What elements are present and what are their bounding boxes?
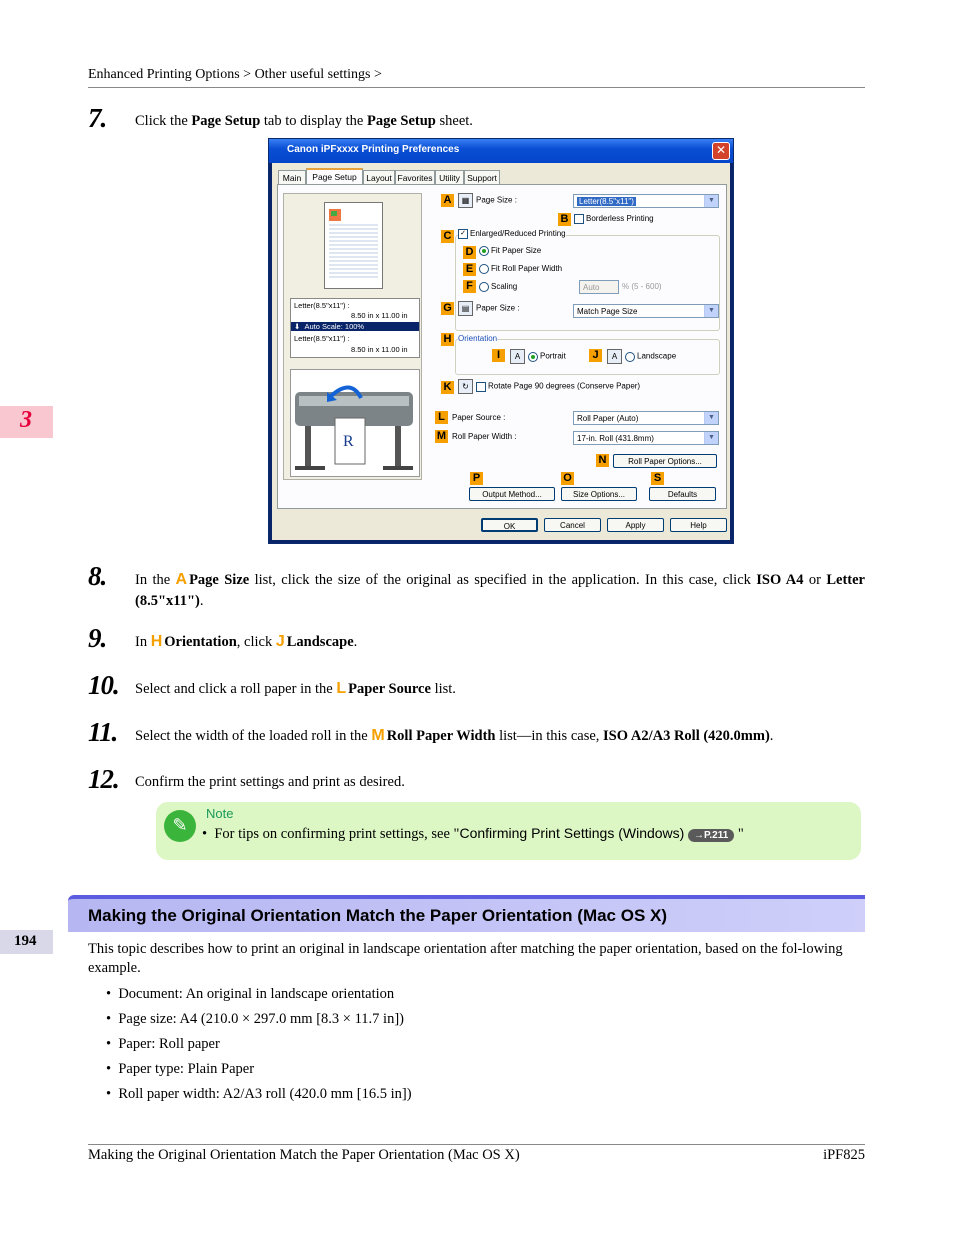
defaults-button[interactable]: Defaults xyxy=(649,487,716,501)
step-7-text xyxy=(135,111,473,132)
step-bold: Page Setup xyxy=(191,113,261,129)
note-box xyxy=(156,802,861,860)
step-text: list—in this case, xyxy=(495,728,604,744)
label-f: F xyxy=(463,280,476,293)
callout-label: M xyxy=(371,727,385,744)
label-b: B xyxy=(558,213,571,226)
section-title: Making the Original Orientation Match the Paper Orientation (Mac OS X) xyxy=(88,906,668,925)
fit-roll-width-label: Fit Roll Paper Width xyxy=(491,264,563,274)
close-icon[interactable]: ✕ xyxy=(712,142,730,160)
label-s: S xyxy=(651,472,664,485)
cancel-button[interactable]: Cancel xyxy=(544,518,601,532)
tab-support[interactable]: Support xyxy=(464,170,500,185)
output-method-button[interactable]: Output Method... xyxy=(469,487,555,501)
ok-button[interactable]: OK xyxy=(481,518,538,532)
step-text: Select and click a roll paper in the xyxy=(135,681,337,697)
breadcrumb-separator: > xyxy=(370,67,382,82)
page-size-icon: ▦ xyxy=(458,193,473,208)
step-number: 11. xyxy=(88,717,118,747)
landscape-radio[interactable] xyxy=(607,349,676,364)
scaling-value: Auto xyxy=(583,283,600,292)
fit-roll-width-radio[interactable] xyxy=(479,264,562,274)
page-preview xyxy=(324,202,383,289)
paper-size-value: Match Page Size xyxy=(577,307,638,316)
chapter-tab xyxy=(0,406,53,438)
note-text: " xyxy=(734,826,744,842)
rotate-icon: ↻ xyxy=(458,379,473,394)
callout-label: H xyxy=(150,633,163,650)
page-size-label: Page Size : xyxy=(476,195,517,205)
page-size-value: Letter(8.5"x11") xyxy=(579,197,634,206)
landscape-label: Landscape xyxy=(637,351,677,361)
step-bold: ISO A4 xyxy=(756,572,804,588)
title-bar xyxy=(269,139,733,163)
step-text: In xyxy=(135,634,151,650)
label-d: D xyxy=(463,246,476,259)
svg-text:R: R xyxy=(343,433,354,450)
page-preview-graphic xyxy=(325,203,382,288)
step-bold: Orientation xyxy=(164,634,237,650)
step-number: 10. xyxy=(88,670,119,700)
footer-model: iPF825 xyxy=(823,1147,865,1163)
chapter-number: 3 xyxy=(20,407,32,433)
dialog-body xyxy=(272,163,730,540)
label-m: M xyxy=(436,430,447,442)
roll-width-label: Roll Paper Width : xyxy=(452,432,517,441)
list-item: • Paper type: Plain Paper xyxy=(106,1061,255,1077)
page-size-select[interactable] xyxy=(573,194,719,208)
chevron-down-icon: ▼ xyxy=(704,432,718,444)
label-h: H xyxy=(441,333,454,346)
bullet: • xyxy=(202,826,208,842)
page-number: 194 xyxy=(14,933,37,949)
portrait-radio[interactable] xyxy=(510,349,566,364)
list-item-text: Paper type: Plain Paper xyxy=(118,1061,255,1077)
list-item: • Page size: A4 (210.0 × 297.0 mm [8.3 × 11.7 in]) xyxy=(106,1011,404,1027)
callout-label: A xyxy=(175,571,188,588)
step-number: 9. xyxy=(88,623,107,653)
label-j: J xyxy=(589,349,602,362)
label-l: L xyxy=(435,411,448,424)
footer-title: Making the Original Orientation Match the Paper Orientation (Mac OS X) xyxy=(88,1147,520,1163)
radio-icon xyxy=(625,352,635,362)
tab-layout[interactable]: Layout xyxy=(363,170,395,185)
page-size-label-row xyxy=(458,193,517,208)
checkbox-icon xyxy=(574,214,584,224)
portrait-icon: A xyxy=(510,349,525,364)
list-item: • Paper: Roll paper xyxy=(106,1036,220,1052)
step-bold: Landscape xyxy=(286,634,354,650)
enlarged-checkbox[interactable] xyxy=(458,229,566,239)
step-text: Click the xyxy=(135,113,192,129)
auto-scale-row: ⬇ Auto Scale: 100% xyxy=(291,322,419,331)
step-text: tab to display the xyxy=(260,113,367,129)
page-number-tab xyxy=(0,930,53,954)
borderless-label: Borderless Printing xyxy=(586,214,654,224)
label-p: P xyxy=(470,472,483,485)
note-heading: Note xyxy=(206,806,234,821)
info-line: Auto Scale: 100% xyxy=(304,322,365,331)
scaling-label: Scaling xyxy=(491,282,518,292)
callout-label: L xyxy=(336,680,347,697)
label-c: C xyxy=(441,230,454,243)
step-text: list, click the size of the original as specified in the application. In this case, click xyxy=(249,572,757,588)
paper-source-value: Roll Paper (Auto) xyxy=(577,414,639,423)
checkbox-icon xyxy=(476,382,486,392)
step-number: 7. xyxy=(88,103,107,133)
paper-source-label: Paper Source : xyxy=(452,413,506,422)
step-12-text: Confirm the print settings and print as desired. xyxy=(135,774,405,790)
label-k: K xyxy=(441,381,454,394)
paper-source-select[interactable] xyxy=(573,411,719,425)
chevron-down-icon: ▼ xyxy=(704,195,718,207)
roll-width-select[interactable] xyxy=(573,431,719,445)
step-11-text xyxy=(135,725,773,747)
preview-area xyxy=(283,193,422,480)
step-bold: Paper Source xyxy=(348,681,431,697)
step-text: In the xyxy=(135,572,176,588)
chevron-down-icon: ▼ xyxy=(704,412,718,424)
list-item-text: Document: An original in landscape orientation xyxy=(118,986,395,1002)
step-bold: ISO A2/A3 Roll (420.0mm) xyxy=(603,728,770,744)
borderless-checkbox[interactable] xyxy=(574,214,654,224)
step-bold: Letter (8.5"x11") xyxy=(135,572,865,609)
breadcrumb-separator: > xyxy=(239,67,255,82)
step-text: . xyxy=(353,634,358,650)
printing-preferences-dialog xyxy=(268,138,734,544)
tab-favorites[interactable]: Favorites xyxy=(395,170,435,185)
roll-width-value: 17-in. Roll (431.8mm) xyxy=(577,434,654,443)
dialog-title: Canon iPFxxxx Printing Preferences xyxy=(287,144,460,155)
scaling-radio[interactable] xyxy=(479,282,517,292)
rotate-checkbox[interactable] xyxy=(458,379,640,394)
list-item-text: Paper: Roll paper xyxy=(118,1036,220,1052)
size-info-box xyxy=(290,298,420,358)
list-item: • Document: An original in landscape orientation xyxy=(106,986,395,1002)
step-number: 8. xyxy=(88,561,107,591)
step-text: Select the width of the loaded roll in the xyxy=(135,728,372,744)
step-number: 12. xyxy=(88,764,119,794)
size-options-button[interactable]: Size Options... xyxy=(561,487,637,501)
tab-page-setup[interactable]: Page Setup xyxy=(306,168,363,187)
label-e: E xyxy=(463,263,476,276)
scaling-input[interactable] xyxy=(579,280,619,294)
portrait-label: Portrait xyxy=(540,351,566,361)
label-i: I xyxy=(492,349,505,362)
roll-paper-options-button[interactable]: Roll Paper Options... xyxy=(613,454,717,468)
step-text: . xyxy=(199,593,204,609)
help-button[interactable]: Help xyxy=(670,518,727,532)
step-text: or xyxy=(803,572,827,588)
paper-size-label: Paper Size : xyxy=(476,303,520,313)
breadcrumb-item[interactable]: Other useful settings xyxy=(254,67,371,82)
rotate-label: Rotate Page 90 degrees (Conserve Paper) xyxy=(488,381,641,391)
pencil-icon: ✎ xyxy=(164,810,196,842)
label-g: G xyxy=(441,302,454,315)
info-line: 8.50 in x 11.00 in xyxy=(351,345,408,354)
step-9-text xyxy=(135,631,357,653)
paper-size-select[interactable] xyxy=(573,304,719,318)
step-bold: Page Setup xyxy=(366,113,436,129)
info-line: 8.50 in x 11.00 in xyxy=(351,311,408,320)
radio-icon xyxy=(479,282,489,292)
info-line: Letter(8.5"x11") : xyxy=(294,301,350,310)
breadcrumb xyxy=(88,67,382,83)
intro-paragraph: This topic describes how to print an original in landscape orientation after matching the paper orientation, based on the fol-lowing example. xyxy=(88,941,843,976)
orientation-label: Orientation xyxy=(458,334,498,343)
step-text: sheet. xyxy=(435,113,473,129)
step-8-text xyxy=(135,569,865,612)
radio-selected-icon xyxy=(528,352,538,362)
scaling-range: % (5 - 600) xyxy=(622,282,662,291)
list-item-text: Page size: A4 (210.0 × 297.0 mm [8.3 × 11.7 in]) xyxy=(118,1011,404,1027)
printer-image xyxy=(290,369,420,477)
enlarged-label: Enlarged/Reduced Printing xyxy=(470,229,566,239)
note-item xyxy=(202,825,744,843)
paper-size-label-row xyxy=(458,301,520,316)
tab-main[interactable]: Main xyxy=(278,170,306,185)
step-bold: Page Size xyxy=(189,572,250,588)
chevron-down-icon: ▼ xyxy=(704,305,718,317)
paper-size-icon: ▤ xyxy=(458,301,473,316)
info-line: Letter(8.5"x11") : xyxy=(294,334,350,343)
printer-illustration xyxy=(291,370,419,476)
checkmark-icon: ✓ xyxy=(458,229,468,239)
step-10-text xyxy=(135,678,456,700)
step-text: . xyxy=(769,728,774,744)
page-reference-badge[interactable]: →P.211 xyxy=(688,829,734,842)
landscape-icon: A xyxy=(607,349,622,364)
step-text: , click xyxy=(236,634,276,650)
fit-paper-size-radio[interactable] xyxy=(479,246,541,256)
header-rule xyxy=(88,87,865,88)
list-item: • Roll paper width: A2/A3 roll (420.0 mm [16.5 in]) xyxy=(106,1086,412,1102)
footer-rule xyxy=(88,1144,865,1145)
note-text: For tips on confirming print settings, see " xyxy=(214,826,460,842)
label-n: N xyxy=(596,454,609,467)
apply-button[interactable]: Apply xyxy=(607,518,664,532)
list-item-text: Roll paper width: A2/A3 roll (420.0 mm [16.5 in]) xyxy=(118,1086,412,1102)
label-a: A xyxy=(441,194,454,207)
step-bold: Roll Paper Width xyxy=(386,728,496,744)
radio-selected-icon xyxy=(479,246,489,256)
callout-label: J xyxy=(275,633,285,650)
tab-utility[interactable]: Utility xyxy=(435,170,464,185)
step-text: list. xyxy=(430,681,456,697)
label-o: O xyxy=(561,472,574,485)
fit-paper-size-label: Fit Paper Size xyxy=(491,246,542,256)
breadcrumb-item[interactable]: Enhanced Printing Options xyxy=(88,67,240,82)
section-heading xyxy=(68,895,865,932)
radio-icon xyxy=(479,264,489,274)
note-link[interactable]: Confirming Print Settings (Windows) xyxy=(459,825,685,841)
